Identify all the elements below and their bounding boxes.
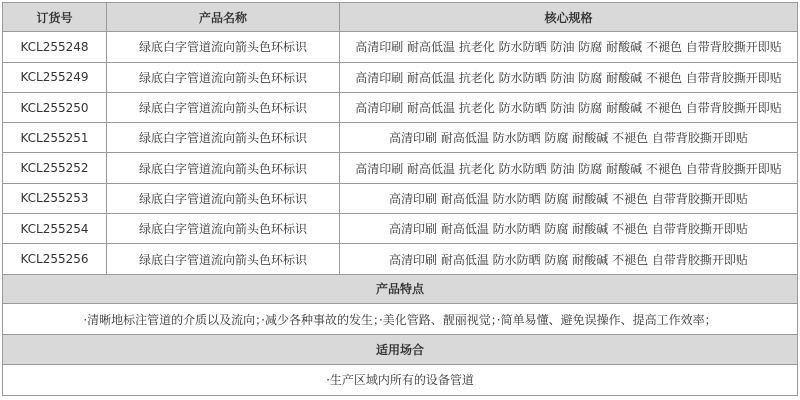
core-spec-cell: 高清印刷 耐高低温 防水防晒 防腐 耐酸碱 不褪色 自带背胶撕开即贴 (340, 123, 798, 153)
applications-title: 适用场合 (3, 335, 798, 364)
product-spec-sheet (2, 2, 798, 396)
table-row (3, 32, 798, 62)
table-row (3, 214, 798, 244)
features-header-row (3, 274, 798, 303)
header-product-name: 产品名称 (107, 3, 340, 32)
core-spec-cell: 高清印刷 耐高低温 抗老化 防水防晒 防油 防腐 耐酸碱 不褪色 自带背胶撕开即贴 (340, 153, 798, 183)
product-name-cell: 绿底白字管道流向箭头色环标识 (107, 244, 340, 274)
table-row (3, 62, 798, 92)
product-name-cell: 绿底白字管道流向箭头色环标识 (107, 123, 340, 153)
order-no-cell: KCL255252 (3, 153, 107, 183)
applications-text: ·生产区域内所有的设备管道 (3, 364, 798, 395)
applications-body-row (3, 364, 798, 395)
product-name-cell: 绿底白字管道流向箭头色环标识 (107, 62, 340, 92)
table-row (3, 183, 798, 213)
table-row (3, 244, 798, 274)
order-no-cell: KCL255248 (3, 32, 107, 62)
table-row (3, 123, 798, 153)
spec-table (2, 2, 798, 396)
core-spec-cell: 高清印刷 耐高低温 防水防晒 防腐 耐酸碱 不褪色 自带背胶撕开即贴 (340, 244, 798, 274)
product-name-cell: 绿底白字管道流向箭头色环标识 (107, 183, 340, 213)
features-title: 产品特点 (3, 274, 798, 303)
order-no-cell: KCL255254 (3, 214, 107, 244)
product-name-cell: 绿底白字管道流向箭头色环标识 (107, 214, 340, 244)
table-header-row (3, 3, 798, 32)
order-no-cell: KCL255251 (3, 123, 107, 153)
applications-header-row (3, 335, 798, 364)
header-core-spec: 核心规格 (340, 3, 798, 32)
header-order-no: 订货号 (3, 3, 107, 32)
core-spec-cell: 高清印刷 耐高低温 抗老化 防水防晒 防油 防腐 耐酸碱 不褪色 自带背胶撕开即贴 (340, 92, 798, 122)
core-spec-cell: 高清印刷 耐高低温 防水防晒 防腐 耐酸碱 不褪色 自带背胶撕开即贴 (340, 183, 798, 213)
core-spec-cell: 高清印刷 耐高低温 防水防晒 防腐 耐酸碱 不褪色 自带背胶撕开即贴 (340, 214, 798, 244)
product-name-cell: 绿底白字管道流向箭头色环标识 (107, 32, 340, 62)
product-name-cell: 绿底白字管道流向箭头色环标识 (107, 153, 340, 183)
product-name-cell: 绿底白字管道流向箭头色环标识 (107, 92, 340, 122)
order-no-cell: KCL255249 (3, 62, 107, 92)
order-no-cell: KCL255250 (3, 92, 107, 122)
table-row (3, 92, 798, 122)
features-text: ·清晰地标注管道的介质以及流向；·减少各种事故的发生；·美化管路、靓丽视觉；·简单易懂、避免误操作、提高工作效率； (3, 303, 798, 334)
core-spec-cell: 高清印刷 耐高低温 抗老化 防水防晒 防油 防腐 耐酸碱 不褪色 自带背胶撕开即贴 (340, 32, 798, 62)
features-body-row (3, 303, 798, 334)
table-row (3, 153, 798, 183)
order-no-cell: KCL255253 (3, 183, 107, 213)
order-no-cell: KCL255256 (3, 244, 107, 274)
core-spec-cell: 高清印刷 耐高低温 抗老化 防水防晒 防油 防腐 耐酸碱 不褪色 自带背胶撕开即贴 (340, 62, 798, 92)
